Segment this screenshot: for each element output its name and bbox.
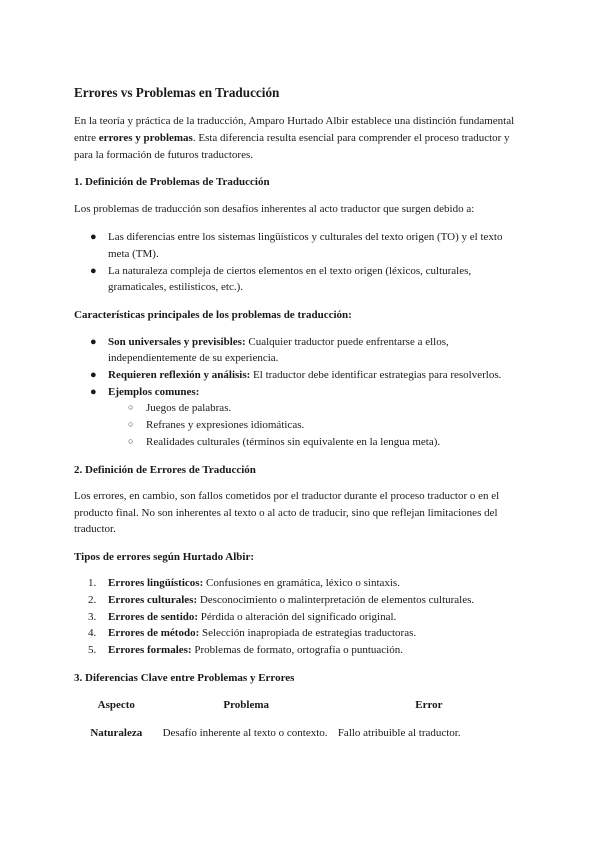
- sub-list-item: [74, 417, 524, 434]
- intro-paragraph: [74, 113, 524, 163]
- error-type-label: Errores de método:: [108, 627, 200, 640]
- char-label: Requieren reflexión y análisis:: [108, 368, 251, 381]
- bullet-icon: ●: [90, 264, 97, 277]
- section1-text: Los problemas de traducción son desafíos inherentes al acto traductor que surgen debido a:: [74, 202, 475, 215]
- list-item: [74, 642, 524, 659]
- header-problema: Problema: [223, 699, 270, 712]
- sub-list-item-text: Juegos de palabras.: [146, 402, 232, 415]
- list-item: [74, 625, 524, 642]
- list-item: [74, 592, 524, 609]
- table-row: [74, 722, 524, 745]
- section3-heading: 3. Diferencias Clave entre Problemas y Errores: [74, 671, 295, 684]
- list-item: [74, 575, 524, 592]
- error-type-text: Selección inapropiada de estrategias traductoras.: [199, 627, 417, 640]
- error-type-label: Errores lingüísticos:: [108, 577, 204, 590]
- comparison-table: [74, 694, 524, 744]
- error-types-heading: Tipos de errores según Hurtado Albir:: [74, 550, 254, 563]
- table-cell-aspect: Naturaleza: [90, 726, 143, 739]
- characteristics-heading: Características principales de los problemas de traducción:: [74, 309, 352, 322]
- table-cell-problem: Desafío inherente al texto o contexto.: [162, 726, 328, 739]
- error-type-label: Errores culturales:: [108, 594, 198, 606]
- error-type-text: Confusiones en gramática, léxico o sintaxis.: [203, 577, 400, 590]
- list-item: [74, 609, 524, 626]
- char-label: Ejemplos comunes:: [108, 385, 200, 398]
- hollow-bullet-icon: ○: [128, 435, 134, 446]
- section2-text: Los errores, en cambio, son fallos cometidos por el traductor durante el proceso traductor o en el producto final. No son inherentes al texto o al acto de traducir, sino que reflejan limitaciones del traductor.: [74, 489, 500, 536]
- error-type-label: Errores formales:: [108, 644, 192, 657]
- error-type-text: Desconocimiento o malinterpretación de elementos culturales.: [197, 594, 475, 606]
- table-cell-error: Fallo atribuible al traductor.: [337, 726, 461, 739]
- header-error: Error: [415, 699, 443, 712]
- intro-text-part1: En la teoría y práctica de la traducción, Amparo Hurtado Albir establece una distinción fundamental entre: [74, 115, 515, 144]
- list-item: [74, 367, 524, 384]
- bullet-icon: ●: [90, 385, 97, 398]
- char-label: Son universales y previsibles:: [108, 335, 246, 348]
- bullet-icon: ●: [90, 368, 97, 381]
- section1-heading: 1. Definición de Problemas de Traducción: [74, 176, 270, 189]
- hollow-bullet-icon: ○: [128, 419, 134, 430]
- bullet-icon: ●: [90, 231, 97, 244]
- error-type-label: Errores de sentido:: [108, 610, 199, 623]
- error-type-text: Pérdida o alteración del significado original.: [198, 610, 397, 623]
- list-number: 5.: [88, 644, 97, 657]
- list-item-text: La naturaleza compleja de ciertos elementos en el texto origen (léxicos, culturales, gramaticales, estilísticos, etc.).: [108, 264, 472, 294]
- intro-bold-terms: errores y problemas: [98, 131, 193, 144]
- intro-text-part2: . Esta diferencia resulta esencial para comprender el proceso traductor y para la formación de futuros traductores.: [74, 131, 510, 161]
- section2-heading: 2. Definición de Errores de Traducción: [74, 463, 256, 476]
- table-header-row: [74, 694, 524, 722]
- sub-list-item-text: Realidades culturales (términos sin equivalente en la lengua meta).: [146, 435, 441, 448]
- error-type-text: Problemas de formato, ortografía o puntuación.: [191, 644, 403, 657]
- list-item-text: Las diferencias entre los sistemas lingüísticos y culturales del texto origen (TO) y el texto meta (TM).: [108, 231, 503, 261]
- sub-list-item: [74, 400, 524, 417]
- sub-list-item-text: Refranes y expresiones idiomáticas.: [146, 419, 305, 432]
- list-item: [74, 263, 524, 296]
- list-number: 2.: [88, 594, 97, 606]
- list-number: 3.: [88, 610, 97, 623]
- characteristics-list: [74, 334, 524, 451]
- char-text: Cualquier traductor puede enfrentarse a ellos, independientemente de su experiencia.: [108, 335, 449, 365]
- list-number: 1.: [88, 577, 97, 590]
- error-types-list: [74, 575, 524, 659]
- examples-sublist: [108, 400, 524, 450]
- sub-list-item: [74, 434, 524, 451]
- list-item: [74, 229, 524, 262]
- list-item: [74, 334, 524, 367]
- document-title: Errores vs Problemas en Traducción: [74, 85, 280, 100]
- char-text: El traductor debe identificar estrategias para resolverlos.: [250, 368, 502, 381]
- section1-list: [74, 229, 524, 296]
- list-item: [74, 384, 524, 451]
- document-page: [74, 84, 524, 745]
- hollow-bullet-icon: ○: [128, 402, 134, 413]
- list-number: 4.: [88, 627, 97, 640]
- header-aspecto: Aspecto: [97, 699, 135, 712]
- bullet-icon: ●: [90, 335, 97, 348]
